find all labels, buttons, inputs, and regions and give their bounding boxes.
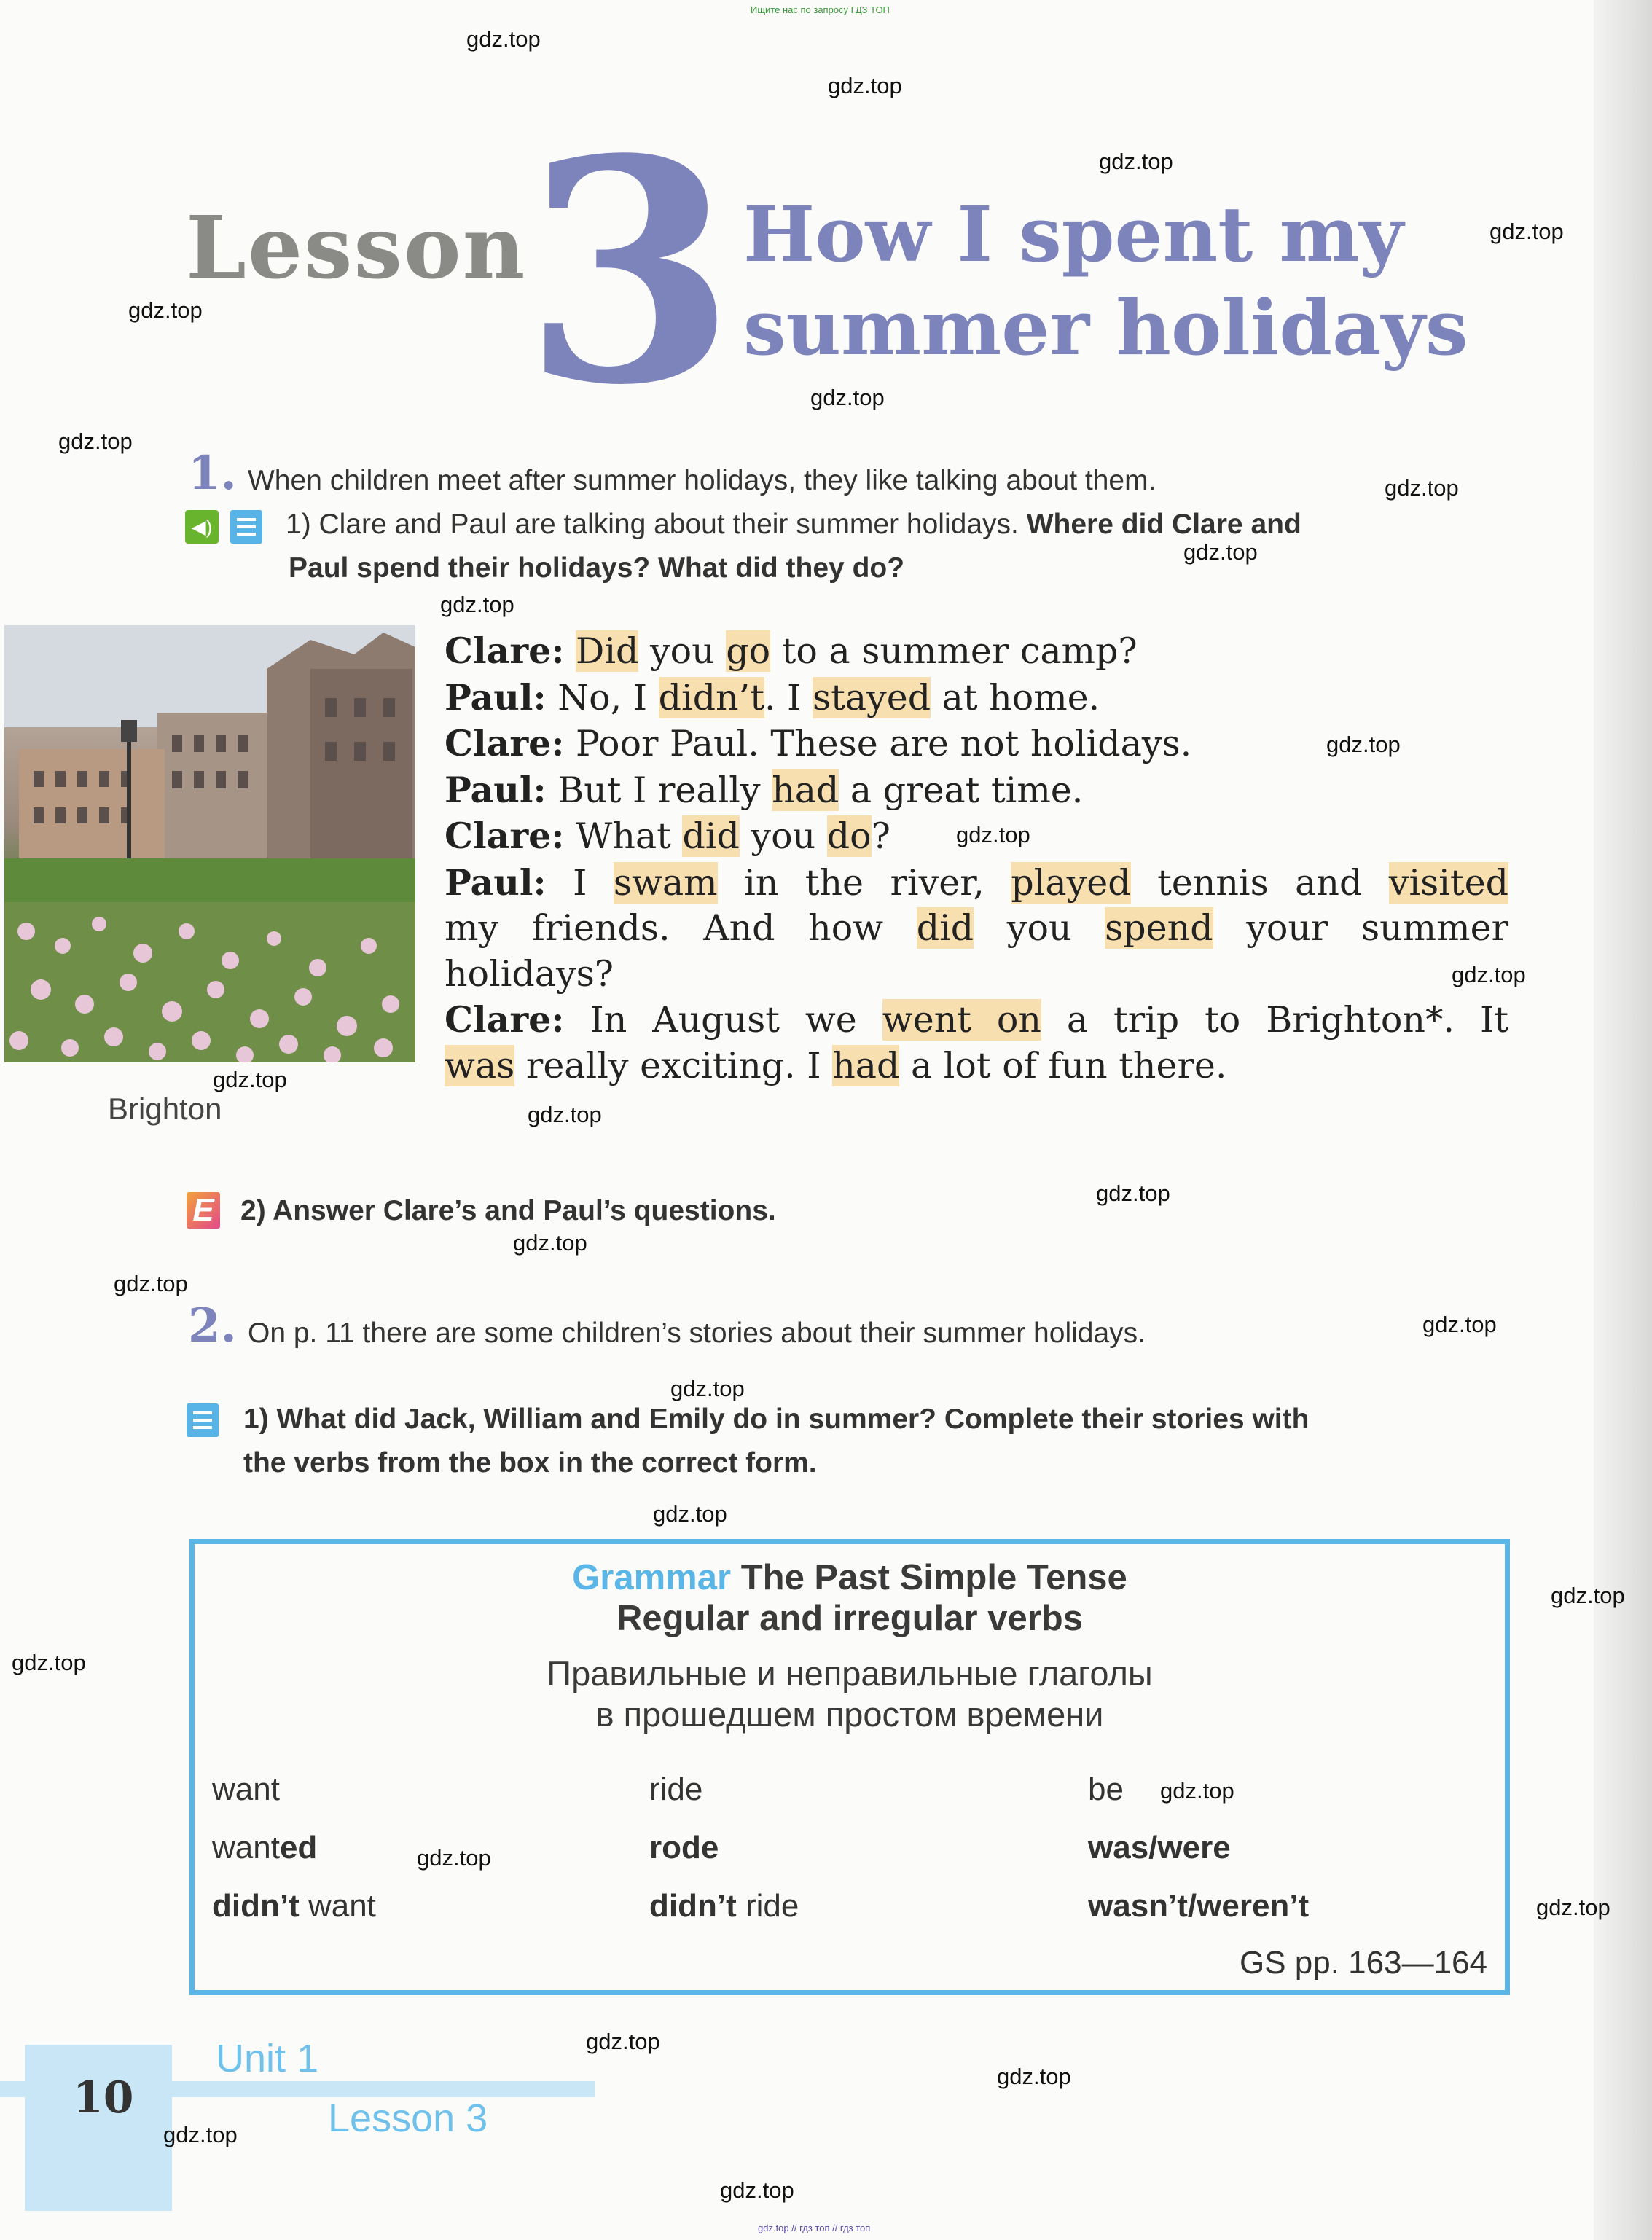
speaker-paul: Paul: [445, 861, 547, 904]
negative-aux: didn’t [212, 1888, 300, 1924]
dialogue [445, 628, 1508, 1089]
negative-verb: ride [745, 1888, 799, 1924]
section-1-intro: When children meet after summer holidays, they like talking about them. [248, 465, 1156, 496]
watermark: gdz.top [1452, 962, 1526, 987]
section-2-number: 2. [188, 1299, 237, 1353]
footer-unit: Unit 1 [216, 2037, 319, 2080]
speaker-paul: Paul: [445, 675, 547, 718]
lesson-number: 3 [523, 93, 737, 453]
watermark: gdz.top [528, 1102, 602, 1127]
top-note: Ищите нас по запросу ГДЗ ТОП [751, 4, 890, 15]
watermark: gdz.top [1099, 149, 1173, 174]
lesson-word: Lesson [186, 197, 527, 298]
verb-want-negative [212, 1888, 376, 1924]
highlight-verb: was [445, 1044, 515, 1086]
grammar-heading [195, 1557, 1505, 1598]
verb-want-base: want [212, 1771, 280, 1807]
dialogue-text: But I really [557, 769, 761, 811]
highlight-verb: go [726, 630, 771, 672]
highlight-verb: went on [882, 999, 1041, 1041]
brighton-photo [4, 625, 415, 1062]
watermark: gdz.top [997, 2064, 1071, 2089]
task-1-question-b: Paul spend their holidays? What did they do? [289, 552, 905, 584]
dialogue-line-8 [445, 952, 1508, 998]
dialogue-text: tennis and [1157, 861, 1363, 904]
dialogue-text: to a summer camp? [781, 630, 1138, 672]
text-list-icon [230, 510, 262, 544]
dialogue-text: holidays? [445, 952, 614, 995]
section-1-task-1-cont [289, 547, 904, 590]
highlight-verb: Did [576, 630, 639, 672]
grammar-label: Grammar [572, 1558, 732, 1597]
photo-caption: Brighton [108, 1092, 222, 1126]
highlight-verb: had [772, 769, 839, 811]
lesson-title-line2: summer holidays [743, 283, 1468, 372]
grammar-ru-line2: в прошедшем простом времени [595, 1695, 1104, 1734]
speaker-clare: Clare: [445, 998, 565, 1041]
negative-aux: didn’t [649, 1888, 737, 1924]
watermark: gdz.top [466, 26, 541, 52]
watermark: gdz.top [12, 1650, 86, 1675]
dialogue-text: No, I [557, 676, 648, 718]
dialogue-line-5: Clare: What did you do? [445, 815, 890, 857]
highlight-verb: didn’t [658, 676, 764, 718]
watermark: gdz.top [1326, 732, 1401, 757]
text-list-icon [187, 1403, 219, 1437]
dialogue-line-2 [445, 675, 1508, 721]
speaker-clare: Clare: [445, 630, 565, 672]
watermark: gdz.top [1489, 219, 1564, 244]
dialogue-line-7 [445, 906, 1508, 952]
dialogue-text: you [751, 815, 816, 857]
watermark: gdz.top [1536, 1895, 1610, 1920]
footer-lesson: Lesson 3 [328, 2096, 488, 2140]
highlight-verb: played [1011, 861, 1131, 904]
dialogue-text: a great time. [850, 769, 1084, 811]
highlight-verb: did [916, 907, 974, 949]
verb-ride-base: ride [649, 1771, 703, 1807]
watermark: gdz.top [1385, 475, 1459, 501]
dialogue-text: I [573, 861, 587, 904]
page-number-tab [25, 2045, 172, 2211]
speaker-paul: Paul: [445, 768, 547, 811]
dialogue-line-4 [445, 767, 1508, 814]
dialogue-text: my friends. And how [445, 907, 884, 949]
highlight-verb: do [826, 815, 872, 857]
watermark: gdz.top [440, 592, 514, 617]
task-1-question-a: Where did Clare and [1026, 509, 1301, 540]
section-1-task-2: 2) Answer Clare’s and Paul’s questions. [240, 1195, 776, 1226]
verb-be-negative: wasn’t/weren’t [1088, 1888, 1310, 1924]
audio-icon[interactable]: ◀) [185, 510, 219, 544]
page-number: 10 [73, 2072, 134, 2123]
watermark: gdz.top [956, 822, 1030, 847]
dialogue-text: really exciting. I [525, 1044, 821, 1086]
grammar-title: The Past Simple Tense [740, 1558, 1127, 1597]
section-2-intro: On p. 11 there are some children’s stories about their summer holidays. [248, 1317, 1146, 1349]
dialogue-text: Poor Paul. These are not holidays. [576, 723, 1192, 764]
page-edge-line [1633, 29, 1637, 2215]
dialogue-text: your summer [1246, 907, 1509, 949]
watermark: gdz.top [1096, 1180, 1170, 1206]
highlight-verb: stayed [812, 676, 931, 718]
verb-be-past: was/were [1088, 1830, 1231, 1865]
speaker-clare: Clare: [445, 722, 565, 764]
verb-be-base: be [1088, 1771, 1124, 1807]
watermark: gdz.top [653, 1501, 727, 1527]
dialogue-text: What [576, 815, 671, 857]
watermark: gdz.top [114, 1271, 188, 1296]
highlight-verb: visited [1388, 861, 1508, 904]
watermark: gdz.top [586, 2029, 660, 2054]
speaker-clare: Clare: [445, 815, 565, 857]
highlight-verb: swam [613, 861, 718, 904]
dialogue-text: at home. [942, 676, 1100, 718]
watermark: gdz.top [1422, 1312, 1497, 1337]
lesson-title-line1: How I spent my [743, 189, 1404, 279]
bottom-note: gdz.top // гдз топ // гдз топ [758, 2223, 871, 2233]
dialogue-text: a trip to Brighton*. It [1066, 999, 1509, 1041]
grammar-reference: GS pp. 163—164 [1239, 1945, 1487, 1981]
section-1-task-1 [286, 503, 1510, 547]
dialogue-line-6 [445, 860, 1508, 906]
dialogue-text: a lot of fun there. [910, 1044, 1227, 1086]
highlight-verb: spend [1105, 907, 1213, 949]
task-1-prefix: 1) Clare and Paul are talking about their summer holidays. [286, 509, 1019, 540]
watermark: gdz.top [1160, 1778, 1234, 1804]
dialogue-text: In August we [590, 999, 857, 1041]
negative-verb: want [308, 1888, 376, 1924]
watermark: gdz.top [1551, 1583, 1625, 1608]
section-2-task-1-line2: the verbs from the box in the correct form. [243, 1447, 817, 1479]
verb-want-past [212, 1830, 317, 1866]
watermark: gdz.top [670, 1376, 745, 1401]
watermark: gdz.top [810, 385, 885, 410]
watermark: gdz.top [163, 2122, 238, 2147]
watermark: gdz.top [720, 2177, 794, 2203]
verb-ride-past: rode [649, 1830, 719, 1865]
section-1-number: 1. [188, 446, 237, 501]
watermark: gdz.top [213, 1067, 287, 1092]
dialogue-text: in the river, [744, 861, 984, 904]
dialogue-line-9 [445, 997, 1508, 1043]
brighton-photo-image [4, 625, 415, 1062]
watermark: gdz.top [417, 1845, 491, 1871]
dialogue-line-10 [445, 1043, 1508, 1089]
watermark: gdz.top [128, 297, 203, 323]
exercise-e-icon: E [187, 1192, 220, 1229]
dialogue-text: you [1006, 907, 1072, 949]
grammar-ru-line1: Правильные и неправильные глаголы [547, 1654, 1153, 1693]
verb-stem: want [212, 1830, 280, 1865]
watermark: gdz.top [1183, 539, 1258, 565]
section-2-task-1-line1: 1) What did Jack, William and Emily do in summer? Complete their stories with [243, 1403, 1310, 1435]
verb-suffix: ed [279, 1830, 318, 1865]
grammar-subtitle: Regular and irregular verbs [616, 1599, 1083, 1638]
highlight-verb: had [832, 1044, 900, 1086]
watermark: gdz.top [58, 428, 133, 454]
grammar-box [189, 1539, 1510, 1995]
highlight-verb: did [682, 815, 740, 857]
dialogue-text: . I [764, 676, 802, 718]
dialogue-line-1 [445, 628, 1508, 675]
verb-ride-negative [649, 1888, 799, 1924]
lesson-title [743, 188, 1468, 375]
dialogue-text: you [649, 630, 715, 672]
watermark: gdz.top [513, 1230, 587, 1256]
watermark: gdz.top [828, 73, 902, 98]
